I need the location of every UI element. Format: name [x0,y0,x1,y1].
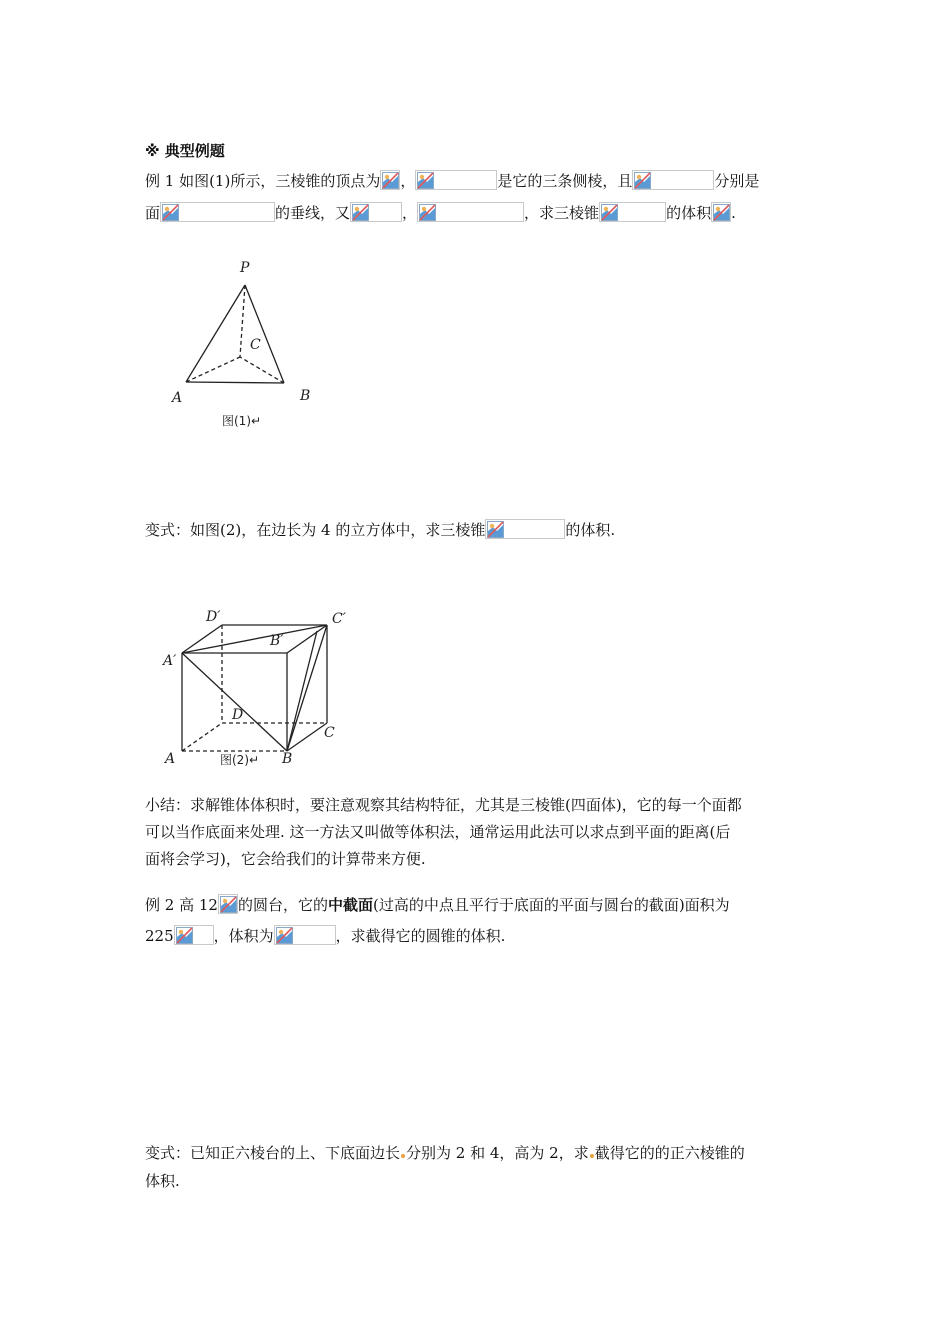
label-c: C [250,337,261,353]
edge-a1-c1 [182,625,327,653]
edge-pa [186,285,245,382]
broken-image-icon [632,170,714,190]
edge-b-c1 [287,625,327,751]
summary-line1: 小结：求解锥体体积时，要注意观察其结构特征，尤其是三棱锥(四面体)，它的每一个面都 [145,796,742,814]
label-p: P [240,260,250,276]
broken-image-icon [350,202,402,222]
label-a: A [165,751,176,767]
edge-a1-b [182,653,287,751]
label-d1: D′ [206,609,221,625]
broken-image-icon [417,202,524,222]
label-c: C [324,725,335,741]
variant2-line1: 变式：已知正六棱台的上、下底面边长 分别为 2 和 4，高为 2，求 截得它的的正六棱锥的 [145,1144,745,1162]
label-b: B [300,388,311,404]
label-b: B [282,751,293,767]
broken-image-icon [599,202,666,222]
edit-mark-icon [590,1154,594,1158]
example2-line2: 225 ，体积为 ，求截得它的圆锥的体积. [145,927,506,945]
bold-term: 中截面 [327,896,373,914]
broken-image-icon [174,925,214,945]
label-b1: B′ [270,633,284,649]
variant1-line: 变式：如图(2)，在边长为 4 的立方体中，求三棱锥 的体积. [145,521,616,539]
label-d: D [232,707,244,723]
broken-image-icon [711,202,731,222]
example2-line1: 例 2 高 12 的圆台，它的中截面(过高的中点且平行于底面的平面与圆台的截面)面积为 [145,896,730,914]
edit-mark-icon [401,1154,405,1158]
variant2-line2: 体积. [145,1172,180,1190]
summary-line2: 可以当作底面来处理. 这一方法又叫做等体积法，通常运用此法可以求点到平面的距离(后 [145,823,731,841]
label-c1: C′ [332,611,346,627]
edge-ab [186,382,284,383]
figure-1-tetrahedron [160,255,330,435]
broken-image-icon [274,925,336,945]
edge-pb [245,285,284,383]
broken-image-icon [380,170,400,190]
broken-image-icon [160,202,275,222]
example1-line1: 例 1 如图(1)所示，三棱锥的顶点为 ， 是它的三条侧棱，且 分别是 [145,172,760,190]
broken-image-icon [218,894,238,914]
edge-bc [240,357,284,383]
label-a1: A′ [163,653,177,669]
edge-pc [240,285,245,357]
broken-image-icon [485,519,565,539]
figure-1-caption: 图(1)↵ [222,414,262,428]
example1-line2: 面 的垂线，又 ， ，求三棱锥 的体积 . [145,204,736,222]
section-title: ※ 典型例题 [145,142,225,160]
figure-2-caption: 图(2)↵ [220,753,260,767]
label-a: A [172,390,183,406]
figure-2-cube [160,605,360,775]
summary-line3: 面将会学习)，它会给我们的计算带来方便. [145,850,426,868]
broken-image-icon [415,170,497,190]
